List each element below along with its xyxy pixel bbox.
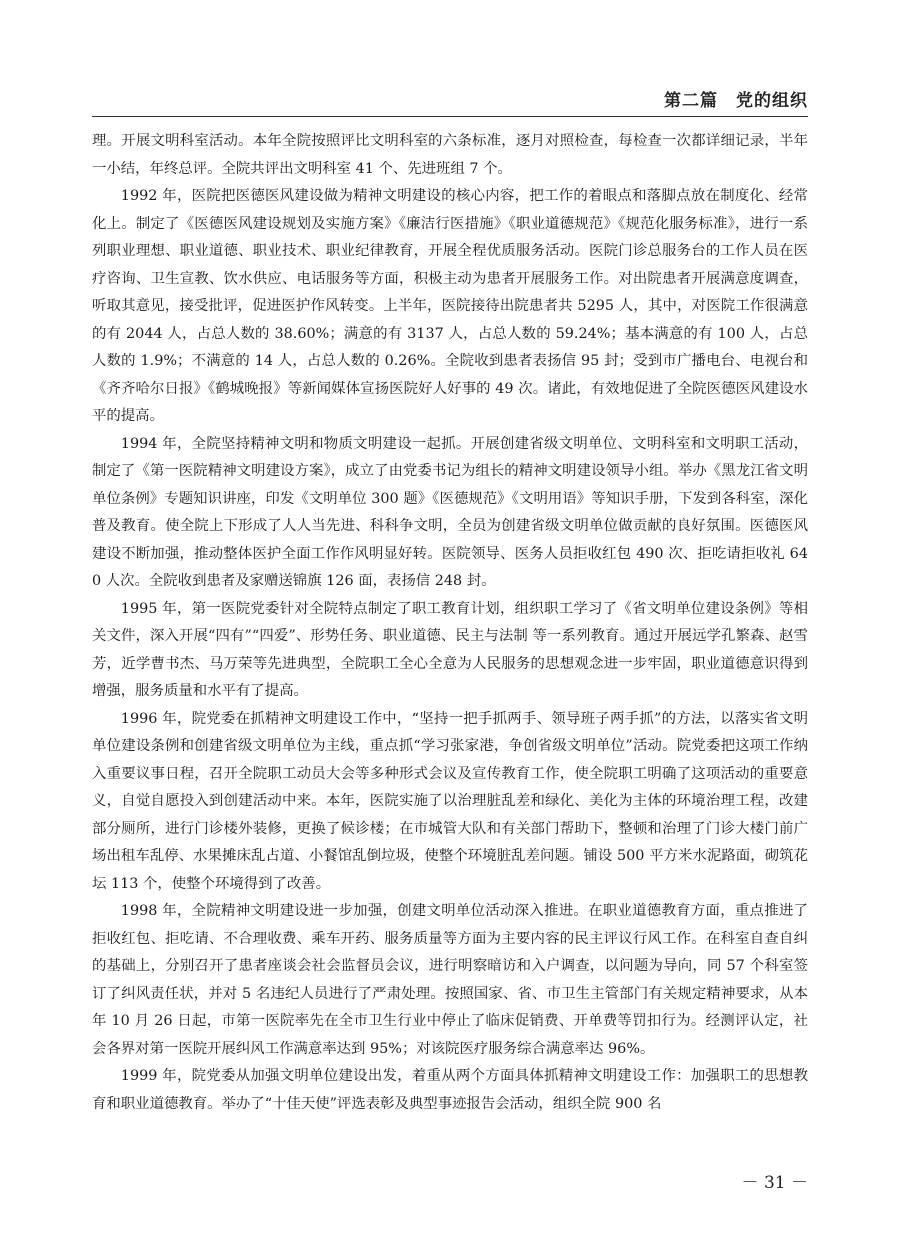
paragraph-1998: 1998 年，全院精神文明建设进一步加强，创建文明单位活动深入推进。在职业道德教育方面，重点推进了拒收红包、拒吃请、不合理收费、乘车开药、服务质量等方面为主要内容的民主评议行风工作。在科室自查自纠的基础上，分别召开了患者座谈会社会监督员会议，进行明察暗访和入户调查，以问题为导向，同 57 个科室签订了纠风责任状，并对 5 名违纪人员进行了严肃处理。按照国家、省、市卫生主管部门有关规定精神要求，从本年 10 月 26 日起，市第一医院率先在全市卫生行业中停止了临床促销费、开单费等罚扣行为。经测评认定，社会各界对第一医院开展纠风工作满意率达到 95%；对该院医疗服务综合满意率达 96%。 xyxy=(92,903,808,1057)
page-number: － 31 － xyxy=(741,1173,808,1193)
paragraph-1999: 1999 年，院党委从加强文明单位建设出发，着重从两个方面具体抓精神文明建设工作：加强职工的思想教育和职业道德教育。举办了“十佳天使”评选表彰及典型事迹报告会活动，组织全院 900 名 xyxy=(92,1068,808,1112)
paragraph-1996: 1996 年，院党委在抓精神文明建设工作中，“坚持一把手抓两手、领导班子两手抓”的方法，以落实省文明单位建设条例和创建省级文明单位为主线，重点抓“学习张家港，争创省级文明单位”活动。院党委把这项工作纳入重要议事日程，召开全院职工动员大会等多种形式会议及宣传教育工作，使全院职工明确了这项活动的重要意义，自觉自愿投入到创建活动中来。本年，医院实施了以治理脏乱差和绿化、美化为主体的环境治理工程，改建部分厕所，进行门诊楼外装修，更换了候诊楼；在市城管大队和有关部门帮助下，整顿和治理了门诊大楼门前广场出租车乱停、水果摊床乱占道、小餐馆乱倒垃圾，使整个环境脏乱差问题。铺设 500 平方米水泥路面，砌筑花坛 113 个，使整个环境得到了改善。 xyxy=(92,710,808,892)
paragraph-1992: 1992 年，医院把医德医风建设做为精神文明建设的核心内容，把工作的着眼点和落脚点放在制度化、经常化上。制定了《医德医风建设规划及实施方案》《廉洁行医措施》《职业道德规范》《规范化服务标准》，进行一系列职业理想、职业道德、职业技术、职业纪律教育，开展全程优质服务活动。医院门诊总服务台的工作人员在医疗咨询、卫生宣教、饮水供应、电话服务等方面，积极主动为患者开展服务工作。对出院患者开展满意度调查，听取其意见，接受批评，促进医护作风转变。上半年，医院接待出院患者共 5295 人，其中，对医院工作很满意的有 2044 人，占总人数的 38.60%；满意的有 3137 人，占总人数的 59.24%；基本满意的有 100 人，占总人数的 1.9%；不满意的 14 人，占总人数的 0.26%。全院收到患者表扬信 95 封；受到市广播电台、电视台和《齐齐哈尔日报》《鹤城晚报》等新闻媒体宣扬医院好人好事的 49 次。诸此，有效地促进了全院医德医风建设水平的提高。 xyxy=(92,188,808,424)
body-text xyxy=(92,128,808,1118)
paragraph-1994: 1994 年，全院坚持精神文明和物质文明建设一起抓。开展创建省级文明单位、文明科室和文明职工活动，制定了《第一医院精神文明建设方案》，成立了由党委书记为组长的精神文明建设领导小组。举办《黑龙江省文明单位条例》专题知识讲座，印发《文明单位 300 题》《医德规范》《文明用语》等知识手册，下发到各科室，深化普及教育。使全院上下形成了人人当先进、科科争文明，全员为创建省级文明单位做贡献的良好氛围。医德医风建设不断加强，推动整体医护全面工作作风明显好转。医院领导、医务人员拒收红包 490 次、拒吃请拒收礼 640 人次。全院收到患者及家赠送锦旗 126 面，表扬信 248 封。 xyxy=(92,435,808,589)
paragraph-1995: 1995 年，第一医院党委针对全院特点制定了职工教育计划，组织职工学习了《省文明单位建设条例》等相关文件，深入开展“四有”“四爱”、形势任务、职业道德、民主与法制 等一系列教育。通过开展远学孔繁森、赵雪芳，近学曹书杰、马万荣等先进典型，全院职工全心全意为人民服务的思想观念进一步牢固，职业道德意识得到增强，服务质量和水平有了提高。 xyxy=(92,600,808,699)
header-rule xyxy=(92,116,808,117)
running-header: 第二篇 党的组织 xyxy=(664,91,808,111)
paragraph-continued: 理。开展文明科室活动。本年全院按照评比文明科室的六条标准，逐月对照检查，每检查一次都详细记录，半年一小结，年终总评。全院共评出文明科室 41 个、先进班组 7 个。 xyxy=(92,133,808,177)
